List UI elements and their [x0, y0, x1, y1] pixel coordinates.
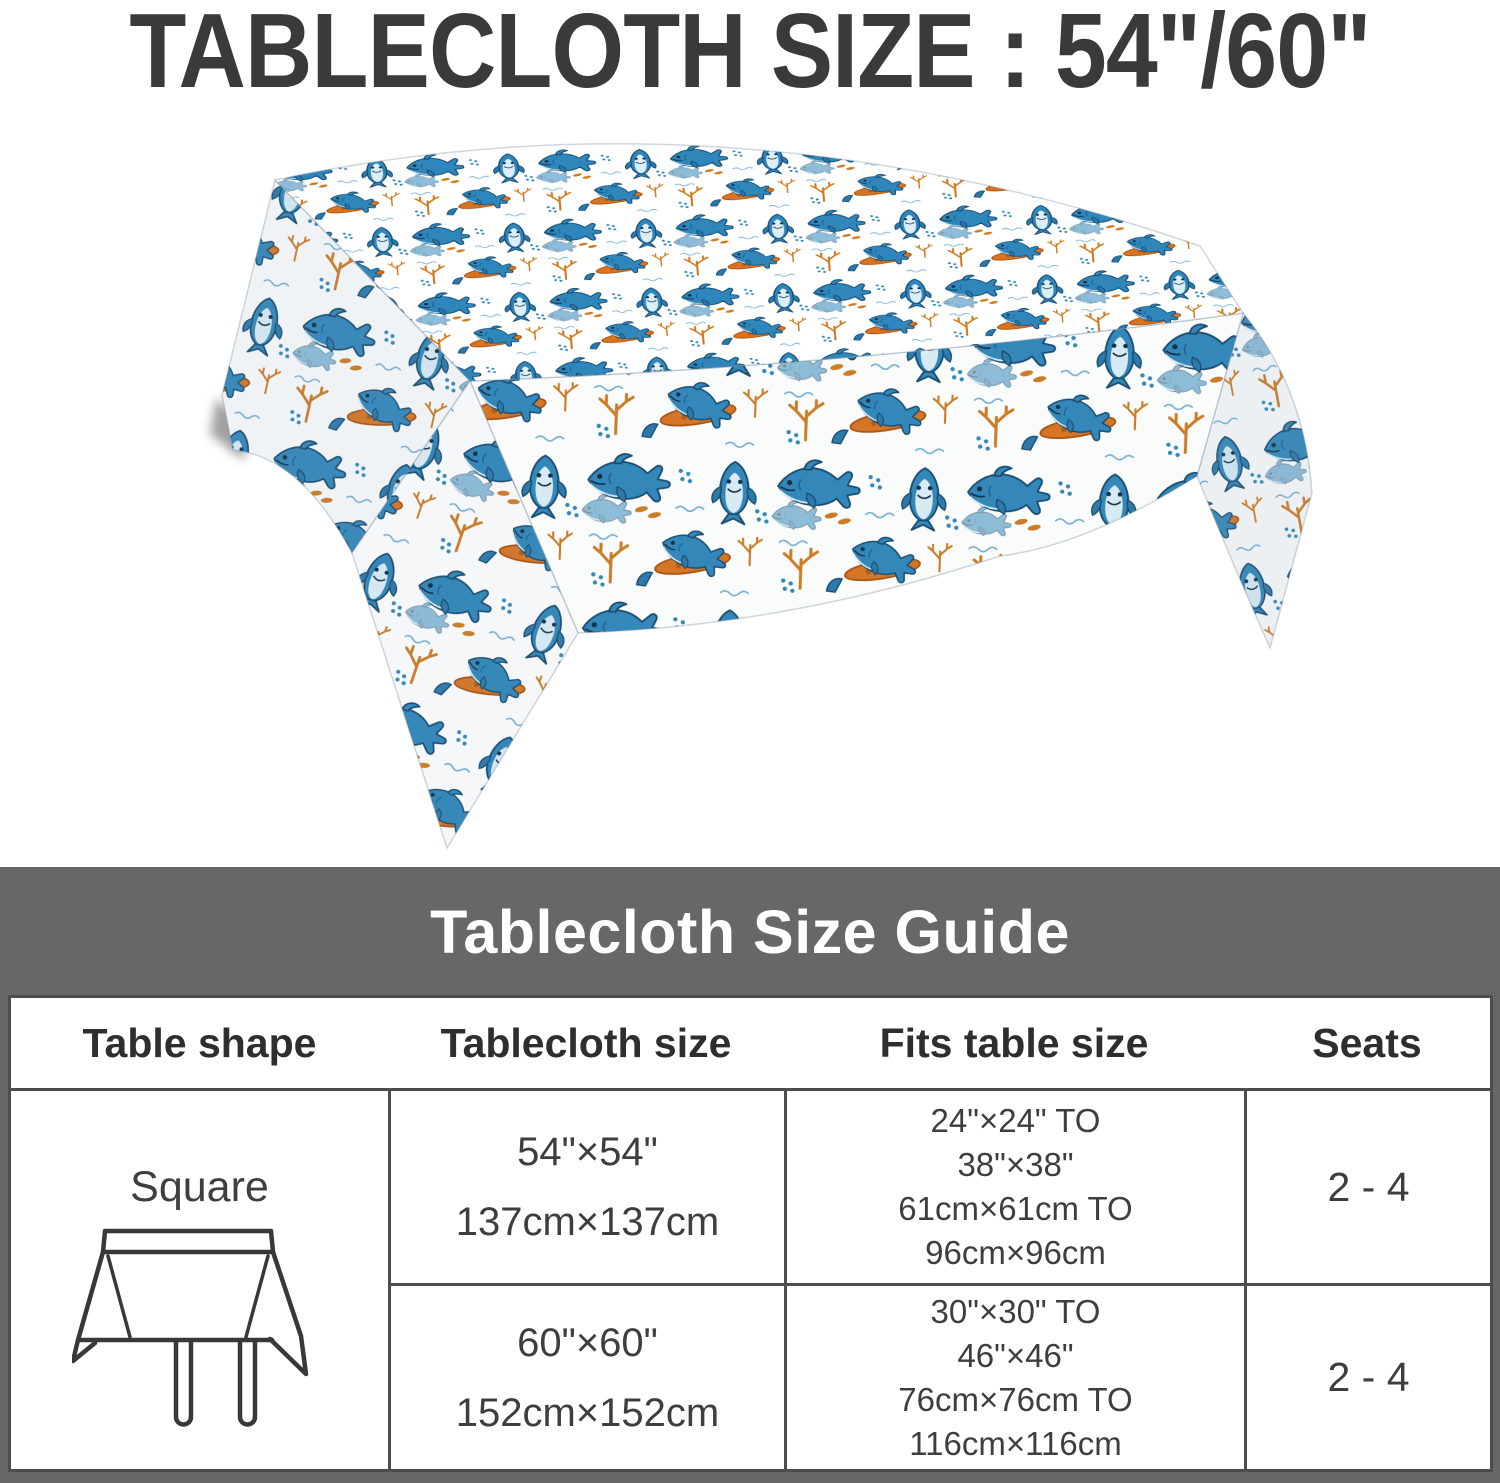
cell-seats-row1 — [1244, 1091, 1490, 1283]
size-guide-heading: Tablecloth Size Guide — [430, 898, 1070, 966]
column-header-seats: Seats — [1244, 998, 1490, 1091]
table-shape-label: Square — [130, 1163, 269, 1211]
seats-value: 2 - 4 — [1327, 1163, 1410, 1210]
fits-line: 96cm×96cm — [925, 1234, 1106, 1271]
product-title: TABLECLOTH SIZE : 54"/60" — [129, 0, 1371, 110]
size-cm: 137cm×137cm — [455, 1200, 720, 1244]
tablecloth-photo — [0, 98, 1500, 868]
cell-fits-table-size-row1 — [784, 1091, 1244, 1283]
fits-line: 24"×24" TO — [930, 1102, 1101, 1139]
size-inches: 54"×54" — [517, 1130, 658, 1174]
column-header-fits-table-size: Fits table size — [784, 998, 1244, 1091]
column-header-tablecloth-size: Tablecloth size — [388, 998, 784, 1091]
cell-tablecloth-size-row2 — [388, 1283, 784, 1469]
fits-line: 30"×30" TO — [930, 1292, 1101, 1330]
size-inches: 60"×60" — [517, 1320, 658, 1365]
square-table-icon — [72, 1227, 328, 1433]
fits-line: 38"×38" — [957, 1146, 1074, 1183]
tablecloth-illustration — [0, 98, 1500, 868]
fits-line: 116cm×116cm — [909, 1424, 1122, 1462]
cell-table-shape — [11, 1091, 388, 1469]
cell-tablecloth-size-row1 — [388, 1091, 784, 1283]
fits-line: 46"×46" — [957, 1336, 1074, 1374]
size-cm: 152cm×152cm — [455, 1390, 720, 1435]
cell-seats-row2 — [1244, 1283, 1490, 1469]
cell-fits-table-size-row2 — [784, 1283, 1244, 1469]
fits-line: 76cm×76cm TO — [898, 1380, 1133, 1418]
seats-value: 2 - 4 — [1327, 1354, 1410, 1400]
column-header-table-shape: Table shape — [11, 998, 388, 1091]
size-guide-table — [8, 995, 1493, 1472]
size-guide-section — [0, 867, 1500, 1483]
fits-line: 61cm×61cm TO — [898, 1190, 1133, 1227]
